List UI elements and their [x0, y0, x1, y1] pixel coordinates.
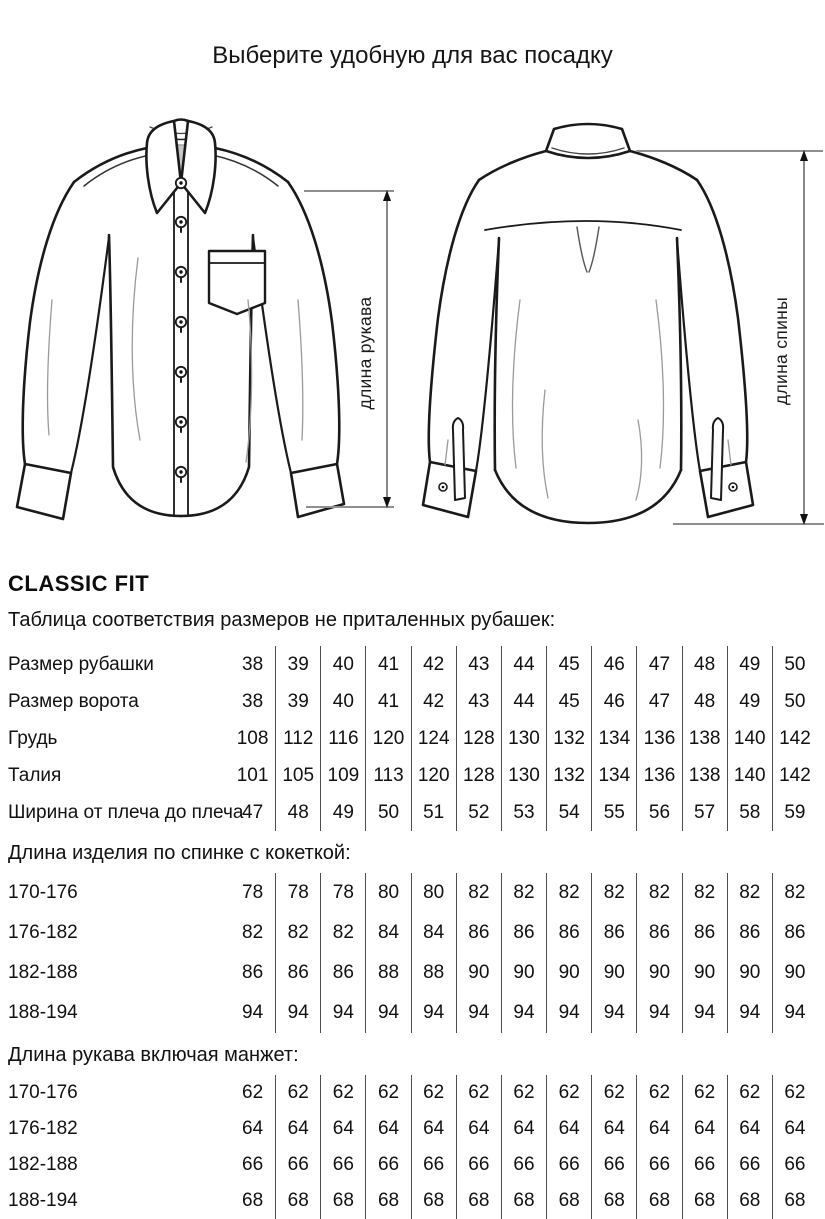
- size-table-main-block: [8, 646, 817, 831]
- size-cell: 82: [320, 913, 365, 953]
- size-cell: 64: [636, 1111, 681, 1147]
- size-cell: 42: [411, 646, 456, 683]
- size-cell: 86: [682, 913, 727, 953]
- size-cell: 64: [456, 1111, 501, 1147]
- size-cell: 47: [636, 646, 681, 683]
- size-table: [8, 646, 817, 1219]
- size-cell: 43: [456, 683, 501, 720]
- size-cell: 82: [636, 873, 681, 913]
- table-row: [8, 953, 817, 993]
- size-cell: 88: [411, 953, 456, 993]
- table-row: [8, 1147, 817, 1183]
- size-cell: 49: [320, 794, 365, 831]
- size-cell: 108: [236, 727, 269, 749]
- size-cell: 64: [320, 1111, 365, 1147]
- size-cell: 50: [772, 683, 817, 720]
- size-cell: 66: [501, 1147, 546, 1183]
- size-cell: 66: [411, 1147, 456, 1183]
- size-cell: 136: [636, 720, 681, 757]
- row-label: 170-176: [8, 882, 78, 903]
- fit-heading: CLASSIC FIT: [8, 571, 150, 596]
- size-cell: 66: [275, 1147, 320, 1183]
- size-cell: 64: [242, 1118, 264, 1139]
- back-shirt-drawing: [423, 124, 753, 523]
- size-cell: 46: [591, 683, 636, 720]
- size-cell: 49: [727, 646, 772, 683]
- size-cell: 68: [275, 1183, 320, 1219]
- row-label: 188-194: [8, 1002, 78, 1023]
- size-cell: 116: [320, 720, 365, 757]
- row-label: 188-194: [8, 1190, 78, 1211]
- size-cell: 88: [365, 953, 410, 993]
- size-cell: 94: [546, 993, 591, 1033]
- size-cell: 66: [456, 1147, 501, 1183]
- table-row: [8, 1111, 817, 1147]
- size-cell: 130: [501, 757, 546, 794]
- row-label: Ширина от плеча до плеча: [8, 801, 244, 823]
- size-cell: 66: [591, 1147, 636, 1183]
- size-cell: 134: [591, 757, 636, 794]
- size-cell: 86: [636, 913, 681, 953]
- size-cell: 64: [682, 1111, 727, 1147]
- size-cell: 68: [456, 1183, 501, 1219]
- size-cell: 94: [275, 993, 320, 1033]
- size-cell: 68: [320, 1183, 365, 1219]
- size-cell: 64: [727, 1111, 772, 1147]
- size-cell: 94: [682, 993, 727, 1033]
- table-row: [8, 683, 817, 720]
- size-cell: 86: [242, 962, 264, 983]
- size-cell: 56: [636, 794, 681, 831]
- size-cell: 86: [275, 953, 320, 993]
- size-cell: 66: [242, 1154, 264, 1175]
- size-cell: 86: [772, 913, 817, 953]
- size-cell: 101: [236, 764, 269, 786]
- size-cell: 66: [682, 1147, 727, 1183]
- size-cell: 80: [365, 873, 410, 913]
- size-cell: 64: [546, 1111, 591, 1147]
- size-cell: 62: [591, 1075, 636, 1111]
- size-cell: 44: [501, 683, 546, 720]
- size-cell: 55: [591, 794, 636, 831]
- size-cell: 66: [636, 1147, 681, 1183]
- size-cell: 94: [320, 993, 365, 1033]
- size-cell: 47: [636, 683, 681, 720]
- size-cell: 58: [727, 794, 772, 831]
- size-cell: 94: [365, 993, 410, 1033]
- size-cell: 44: [501, 646, 546, 683]
- size-cell: 82: [242, 922, 264, 943]
- size-cell: 68: [727, 1183, 772, 1219]
- size-cell: 86: [456, 913, 501, 953]
- sleeve-length-label: длина рукава: [355, 296, 375, 410]
- size-cell: 86: [546, 913, 591, 953]
- size-cell: 41: [365, 683, 410, 720]
- size-cell: 68: [546, 1183, 591, 1219]
- size-cell: 90: [682, 953, 727, 993]
- size-cell: 66: [772, 1147, 817, 1183]
- size-cell: 130: [501, 720, 546, 757]
- size-cell: 105: [275, 757, 320, 794]
- size-cell: 120: [411, 757, 456, 794]
- row-label: 182-188: [8, 1154, 78, 1175]
- size-cell: 128: [456, 720, 501, 757]
- size-cell: 68: [501, 1183, 546, 1219]
- sleeve-length-dimension: [304, 190, 394, 508]
- size-cell: 86: [501, 913, 546, 953]
- row-label: Размер ворота: [8, 690, 139, 712]
- size-cell: 82: [772, 873, 817, 913]
- size-cell: 62: [411, 1075, 456, 1111]
- size-cell: 66: [320, 1147, 365, 1183]
- size-cell: 47: [242, 801, 264, 823]
- front-buttons: [176, 178, 186, 482]
- size-cell: 94: [242, 1002, 264, 1023]
- size-cell: 64: [591, 1111, 636, 1147]
- size-cell: 68: [365, 1183, 410, 1219]
- size-cell: 53: [501, 794, 546, 831]
- row-label: 176-182: [8, 922, 78, 943]
- size-cell: 45: [546, 646, 591, 683]
- size-cell: 48: [275, 794, 320, 831]
- size-cell: 62: [275, 1075, 320, 1111]
- size-cell: 62: [636, 1075, 681, 1111]
- size-cell: 68: [772, 1183, 817, 1219]
- size-cell: 57: [682, 794, 727, 831]
- size-cell: 80: [411, 873, 456, 913]
- size-cell: 62: [320, 1075, 365, 1111]
- size-cell: 132: [546, 720, 591, 757]
- size-cell: 62: [365, 1075, 410, 1111]
- row-label: Талия: [8, 764, 62, 786]
- size-cell: 62: [501, 1075, 546, 1111]
- size-cell: 78: [242, 882, 264, 903]
- size-cell: 38: [242, 690, 264, 712]
- back-length-block: [8, 873, 817, 1033]
- size-cell: 66: [546, 1147, 591, 1183]
- size-cell: 50: [365, 794, 410, 831]
- size-cell: 120: [365, 720, 410, 757]
- size-cell: 38: [242, 653, 264, 675]
- size-cell: 42: [411, 683, 456, 720]
- size-cell: 45: [546, 683, 591, 720]
- size-cell: 46: [591, 646, 636, 683]
- size-cell: 64: [501, 1111, 546, 1147]
- size-cell: 59: [772, 794, 817, 831]
- table-row: [8, 794, 817, 831]
- size-cell: 134: [591, 720, 636, 757]
- size-cell: 109: [320, 757, 365, 794]
- size-cell: 90: [591, 953, 636, 993]
- size-cell: 138: [682, 757, 727, 794]
- table-row: [8, 720, 817, 757]
- size-cell: 48: [682, 646, 727, 683]
- size-cell: 128: [456, 757, 501, 794]
- size-cell: 78: [275, 873, 320, 913]
- size-cell: 140: [727, 757, 772, 794]
- shirt-diagram: [0, 100, 825, 555]
- size-cell: 124: [411, 720, 456, 757]
- size-cell: 90: [546, 953, 591, 993]
- size-cell: 94: [501, 993, 546, 1033]
- size-cell: 68: [591, 1183, 636, 1219]
- size-cell: 39: [275, 683, 320, 720]
- size-cell: 68: [636, 1183, 681, 1219]
- size-cell: 82: [682, 873, 727, 913]
- table-row: [8, 1183, 817, 1219]
- size-cell: 84: [411, 913, 456, 953]
- size-cell: 41: [365, 646, 410, 683]
- size-cell: 66: [365, 1147, 410, 1183]
- size-cell: 82: [591, 873, 636, 913]
- size-cell: 90: [501, 953, 546, 993]
- size-cell: 82: [501, 873, 546, 913]
- size-cell: 49: [727, 683, 772, 720]
- size-cell: 90: [456, 953, 501, 993]
- size-cell: 112: [275, 720, 320, 757]
- size-cell: 82: [456, 873, 501, 913]
- size-cell: 94: [772, 993, 817, 1033]
- table-row: [8, 993, 817, 1033]
- size-cell: 64: [772, 1111, 817, 1147]
- size-cell: 94: [411, 993, 456, 1033]
- size-cell: 138: [682, 720, 727, 757]
- size-cell: 84: [365, 913, 410, 953]
- size-cell: 62: [546, 1075, 591, 1111]
- sleeve-length-block: [8, 1075, 817, 1219]
- size-cell: 40: [320, 646, 365, 683]
- size-cell: 51: [411, 794, 456, 831]
- table-row: [8, 646, 817, 683]
- table-row: [8, 873, 817, 913]
- size-cell: 62: [456, 1075, 501, 1111]
- table-row: [8, 757, 817, 794]
- size-cell: 142: [772, 757, 817, 794]
- row-label: Грудь: [8, 727, 58, 749]
- fit-subtitle: Таблица соответствия размеров не приталенных рубашек:: [8, 609, 556, 631]
- size-cell: 54: [546, 794, 591, 831]
- size-cell: 62: [727, 1075, 772, 1111]
- size-cell: 142: [772, 720, 817, 757]
- size-cell: 68: [242, 1190, 264, 1211]
- size-cell: 43: [456, 646, 501, 683]
- size-cell: 78: [320, 873, 365, 913]
- size-cell: 62: [772, 1075, 817, 1111]
- size-cell: 113: [365, 757, 410, 794]
- size-cell: 66: [727, 1147, 772, 1183]
- size-cell: 40: [320, 683, 365, 720]
- size-cell: 86: [591, 913, 636, 953]
- size-cell: 64: [411, 1111, 456, 1147]
- size-cell: 86: [320, 953, 365, 993]
- size-cell: 62: [682, 1075, 727, 1111]
- size-cell: 82: [275, 913, 320, 953]
- table-row: [8, 1075, 817, 1111]
- size-cell: 82: [546, 873, 591, 913]
- size-cell: 90: [636, 953, 681, 993]
- size-cell: 50: [772, 646, 817, 683]
- size-cell: 94: [727, 993, 772, 1033]
- size-cell: 64: [275, 1111, 320, 1147]
- size-cell: 82: [727, 873, 772, 913]
- size-cell: 132: [546, 757, 591, 794]
- size-cell: 140: [727, 720, 772, 757]
- size-cell: 68: [682, 1183, 727, 1219]
- sleeve-length-section-title: Длина рукава включая манжет:: [8, 1044, 299, 1066]
- table-row: [8, 913, 817, 953]
- size-cell: 94: [591, 993, 636, 1033]
- front-shirt-drawing: [17, 120, 344, 520]
- size-cell: 136: [636, 757, 681, 794]
- size-cell: 62: [242, 1082, 264, 1103]
- size-cell: 64: [365, 1111, 410, 1147]
- page-title: Выберите удобную для вас посадку: [212, 42, 613, 69]
- row-label: Размер рубашки: [8, 653, 154, 675]
- size-cell: 68: [411, 1183, 456, 1219]
- row-label: 170-176: [8, 1082, 78, 1103]
- size-cell: 86: [727, 913, 772, 953]
- size-cell: 48: [682, 683, 727, 720]
- row-label: 182-188: [8, 962, 78, 983]
- size-cell: 94: [636, 993, 681, 1033]
- back-length-section-title: Длина изделия по спинке с кокеткой:: [8, 842, 351, 864]
- back-length-label: длина спины: [771, 296, 791, 406]
- size-cell: 90: [772, 953, 817, 993]
- size-cell: 39: [275, 646, 320, 683]
- size-cell: 94: [456, 993, 501, 1033]
- size-cell: 90: [727, 953, 772, 993]
- row-label: 176-182: [8, 1118, 78, 1139]
- size-cell: 52: [456, 794, 501, 831]
